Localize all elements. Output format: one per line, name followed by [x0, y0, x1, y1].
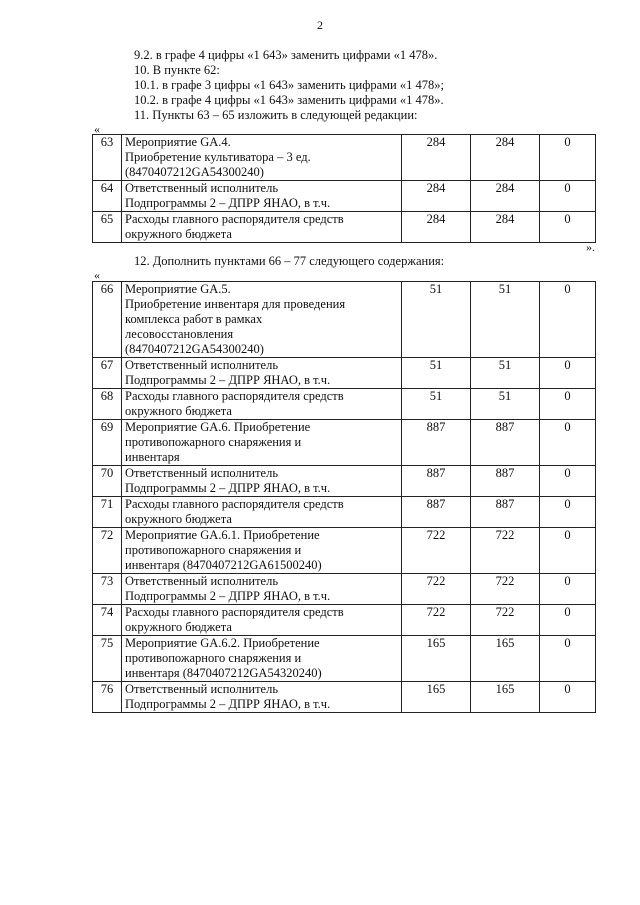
table-row: [93, 528, 596, 574]
paragraph-9-2: 9.2. в графе 4 цифры «1 643» заменить цифрами «1 478».: [134, 48, 438, 62]
quote-close-1: ».: [586, 240, 595, 254]
page-number: 2: [317, 18, 323, 32]
table-row: [93, 605, 596, 636]
row-description: Расходы главного распорядителя средств окружного бюджета: [122, 605, 402, 636]
row-description: Ответственный исполнитель Подпрограммы 2 – ДПРР ЯНАО, в т.ч.: [122, 682, 402, 713]
row-value-col5: 0: [540, 574, 596, 605]
row-value-col3: 165: [402, 682, 471, 713]
row-description: Расходы главного распорядителя средств окружного бюджета: [122, 389, 402, 420]
row-value-col5: 0: [540, 282, 596, 358]
row-value-col4: 887: [471, 420, 540, 466]
row-number: 73: [93, 574, 122, 605]
row-value-col4: 887: [471, 466, 540, 497]
row-description: Мероприятие GA.5. Приобретение инвентаря для проведения комплекса работ в рамках лесовосстановления (8470407212GA54300240): [122, 282, 402, 358]
row-value-col4: 284: [471, 135, 540, 181]
table-row: [93, 682, 596, 713]
row-description: Мероприятие GA.6.1. Приобретение противопожарного снаряжения и инвентаря (8470407212GA61500240): [122, 528, 402, 574]
table-row: [93, 212, 596, 243]
row-number: 63: [93, 135, 122, 181]
row-number: 69: [93, 420, 122, 466]
quote-open-2: «: [94, 268, 100, 282]
row-value-col3: 722: [402, 528, 471, 574]
row-number: 64: [93, 181, 122, 212]
row-description: Расходы главного распорядителя средств окружного бюджета: [122, 212, 402, 243]
row-value-col5: 0: [540, 358, 596, 389]
row-value-col4: 722: [471, 605, 540, 636]
row-value-col3: 51: [402, 358, 471, 389]
row-value-col5: 0: [540, 497, 596, 528]
row-value-col5: 0: [540, 212, 596, 243]
row-value-col3: 284: [402, 212, 471, 243]
row-value-col3: 887: [402, 497, 471, 528]
table-row: [93, 389, 596, 420]
row-value-col4: 165: [471, 636, 540, 682]
row-number: 76: [93, 682, 122, 713]
row-description: Ответственный исполнитель Подпрограммы 2 – ДПРР ЯНАО, в т.ч.: [122, 574, 402, 605]
row-number: 71: [93, 497, 122, 528]
row-value-col3: 887: [402, 466, 471, 497]
row-value-col5: 0: [540, 420, 596, 466]
table-row: [93, 181, 596, 212]
row-value-col5: 0: [540, 389, 596, 420]
amendment-table-1: [92, 134, 596, 243]
row-description: Мероприятие GA.6.2. Приобретение противопожарного снаряжения и инвентаря (8470407212GA54320240): [122, 636, 402, 682]
row-number: 65: [93, 212, 122, 243]
table-row: [93, 497, 596, 528]
row-value-col5: 0: [540, 528, 596, 574]
row-value-col3: 51: [402, 282, 471, 358]
row-value-col5: 0: [540, 682, 596, 713]
row-value-col3: 722: [402, 605, 471, 636]
row-description: Расходы главного распорядителя средств окружного бюджета: [122, 497, 402, 528]
paragraph-10: 10. В пункте 62:: [134, 63, 220, 77]
row-value-col4: 722: [471, 528, 540, 574]
row-value-col3: 284: [402, 135, 471, 181]
row-value-col4: 284: [471, 181, 540, 212]
row-value-col3: 51: [402, 389, 471, 420]
row-number: 66: [93, 282, 122, 358]
row-number: 74: [93, 605, 122, 636]
paragraph-11: 11. Пункты 63 – 65 изложить в следующей редакции:: [134, 108, 418, 122]
paragraph-10-2: 10.2. в графе 4 цифры «1 643» заменить цифрами «1 478».: [134, 93, 444, 107]
paragraph-12: 12. Дополнить пунктами 66 – 77 следующего содержания:: [134, 254, 445, 268]
table-row: [93, 282, 596, 358]
table-row: [93, 466, 596, 497]
row-value-col5: 0: [540, 605, 596, 636]
table-row: [93, 358, 596, 389]
row-value-col4: 51: [471, 358, 540, 389]
row-value-col5: 0: [540, 466, 596, 497]
row-value-col3: 284: [402, 181, 471, 212]
row-description: Мероприятие GA.4. Приобретение культиватора – 3 ед. (8470407212GA54300240): [122, 135, 402, 181]
row-value-col4: 51: [471, 282, 540, 358]
row-value-col5: 0: [540, 181, 596, 212]
row-value-col3: 887: [402, 420, 471, 466]
row-description: Ответственный исполнитель Подпрограммы 2 – ДПРР ЯНАО, в т.ч.: [122, 181, 402, 212]
table-row: [93, 574, 596, 605]
row-description: Ответственный исполнитель Подпрограммы 2 – ДПРР ЯНАО, в т.ч.: [122, 358, 402, 389]
row-description: Мероприятие GA.6. Приобретение противопожарного снаряжения и инвентаря: [122, 420, 402, 466]
paragraph-10-1: 10.1. в графе 3 цифры «1 643» заменить цифрами «1 478»;: [134, 78, 444, 92]
row-value-col4: 51: [471, 389, 540, 420]
row-value-col4: 284: [471, 212, 540, 243]
row-value-col4: 722: [471, 574, 540, 605]
row-number: 75: [93, 636, 122, 682]
row-number: 68: [93, 389, 122, 420]
row-value-col4: 165: [471, 682, 540, 713]
amendment-table-2: [92, 281, 596, 713]
row-value-col5: 0: [540, 135, 596, 181]
row-value-col3: 722: [402, 574, 471, 605]
table-row: [93, 420, 596, 466]
row-value-col3: 165: [402, 636, 471, 682]
row-value-col5: 0: [540, 636, 596, 682]
table-row: [93, 636, 596, 682]
row-number: 67: [93, 358, 122, 389]
row-number: 72: [93, 528, 122, 574]
row-value-col4: 887: [471, 497, 540, 528]
row-number: 70: [93, 466, 122, 497]
table-row: [93, 135, 596, 181]
row-description: Ответственный исполнитель Подпрограммы 2 – ДПРР ЯНАО, в т.ч.: [122, 466, 402, 497]
quote-open-1: «: [94, 122, 100, 136]
